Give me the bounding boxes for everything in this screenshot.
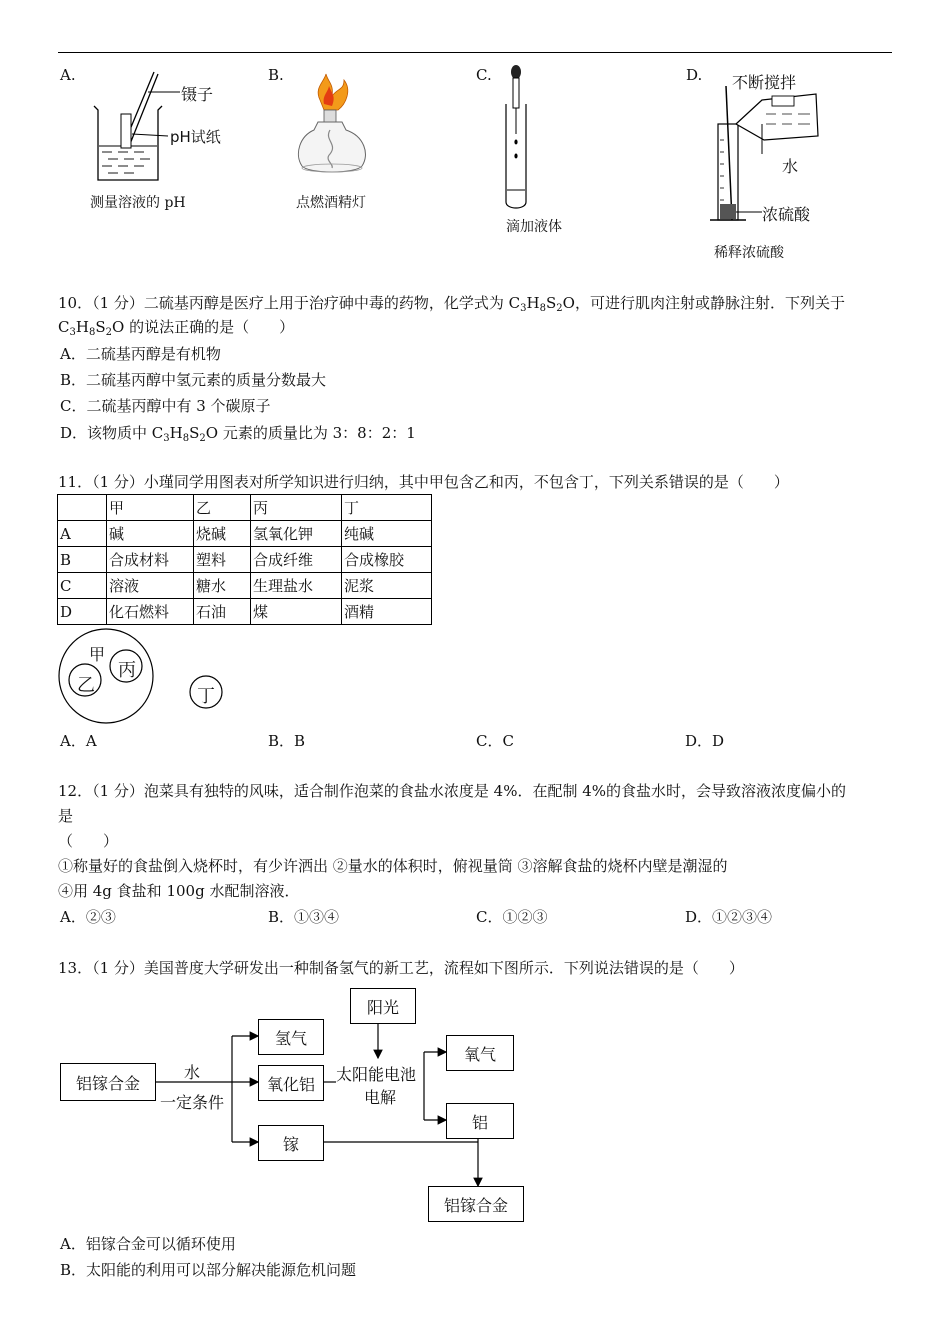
q11-choice-b: B．B — [268, 732, 306, 750]
flow-sunlight: 阳光 — [350, 988, 416, 1024]
table-cell: 塑料 — [194, 547, 251, 573]
table-cell: 生理盐水 — [251, 573, 342, 599]
q9-d-caption: 稀释浓硫酸 — [714, 245, 784, 261]
table-cell: 丁 — [342, 495, 432, 521]
q10-option-c: C．二硫基丙醇中有 3 个碳原子 — [60, 397, 271, 415]
acid-label: 浓硫酸 — [762, 205, 811, 224]
q13-option-a: A．铝镓合金可以循环使用 — [60, 1235, 236, 1253]
table-cell: C — [58, 573, 107, 599]
flow-condition-water: 水 — [184, 1063, 201, 1082]
venn-b-label: 丙 — [118, 660, 136, 681]
venn-outside-label: 丁 — [197, 686, 215, 707]
table-cell: 纯碱 — [342, 521, 432, 547]
q9-option-d-letter: D. — [686, 66, 703, 84]
q10-option-b: B．二硫基丙醇中氢元素的质量分数最大 — [60, 371, 327, 389]
table-cell: 合成纤维 — [251, 547, 342, 573]
table-cell: 丙 — [251, 495, 342, 521]
q10-option-d: D．该物质中 $C_3H_8S_2O$ 元素的质量比为 3：8：2：1 — [60, 424, 416, 444]
flow-condition-text: 一定条件 — [160, 1093, 225, 1112]
ph-paper-label: pH试纸 — [170, 128, 221, 146]
flow-hydrogen: 氢气 — [258, 1019, 324, 1055]
q12-choice-b: B．①③④ — [268, 908, 340, 926]
q12-items-line2: ④用 4g 食盐和 100g 水配制溶液． — [58, 882, 300, 900]
water-label: 水 — [782, 157, 799, 176]
q12-stem-line2: 是 — [58, 807, 74, 825]
q13-stem: 13．（1 分）美国普度大学研发出一种制备氢气的新工艺，流程如下图所示．下列说法错误的是（ ） — [58, 959, 744, 977]
q9-b-caption: 点燃酒精灯 — [296, 195, 366, 211]
table-cell: 泥浆 — [342, 573, 432, 599]
table-cell: 酒精 — [342, 599, 432, 625]
q12-stem-line1: 12．（1 分）泡菜具有独特的风味，适合制作泡菜的食盐水浓度是 4%．在配制 4%的食盐水时，会导致溶液浓度偏小的 — [58, 782, 847, 800]
table-cell: 乙 — [194, 495, 251, 521]
table-cell: 合成橡胶 — [342, 547, 432, 573]
table-cell: 氢氧化钾 — [251, 521, 342, 547]
flow-oxygen: 氧气 — [446, 1035, 514, 1071]
flow-alumina: 氧化铝 — [258, 1065, 324, 1101]
venn-outer-label: 甲 — [89, 645, 106, 664]
table-cell: 合成材料 — [107, 547, 194, 573]
tweezers-label: 镊子 — [181, 85, 214, 104]
q12-choice-c: C．①②③ — [476, 908, 548, 926]
q12-choice-a: A．②③ — [60, 908, 116, 926]
q12-stem-line3: （ ） — [58, 832, 119, 850]
table-cell: 糖水 — [194, 573, 251, 599]
q9-option-a-letter: A. — [60, 66, 76, 84]
q12-items-line1: ①称量好的食盐倒入烧杯时，有少许洒出 ②量水的体积时，俯视量筒 ③溶解食盐的烧杯内壁是潮湿的 — [58, 857, 728, 875]
q11-choice-a: A．A — [60, 732, 97, 750]
table-cell: 烧碱 — [194, 521, 251, 547]
q9-c-caption: 滴加液体 — [506, 219, 562, 235]
flow-solar-cell: 太阳能电池 — [336, 1065, 417, 1084]
q10-stem-line1: 10．（1 分）二硫基丙醇是医疗上用于治疗砷中毒的药物，化学式为 $C_3H_8S_2O$，可进行肌肉注射或静脉注射．下列关于 — [58, 294, 845, 314]
q10-stem-line2: $C_3H_8S_2O$ 的说法正确的是（ ） — [58, 318, 295, 338]
flow-gallium: 镓 — [258, 1125, 324, 1161]
q12-choice-d: D．①②③④ — [685, 908, 773, 926]
q10-option-a: A．二硫基丙醇是有机物 — [60, 345, 221, 363]
q11-choice-c: C．C — [476, 732, 514, 750]
q9-option-c-letter: C. — [476, 66, 492, 84]
flow-end-alloy: 铝镓合金 — [428, 1186, 524, 1222]
q11-stem: 11．（1 分）小瑾同学用图表对所学知识进行归纳，其中甲包含乙和丙，不包含丁，下列关系错误的是（ ） — [58, 473, 789, 491]
q9-a-caption: 测量溶液的 pH — [90, 195, 186, 211]
q13-option-b: B．太阳能的利用可以部分解决能源危机问题 — [60, 1261, 357, 1279]
table-cell: D — [58, 599, 107, 625]
flow-start-alloy: 铝镓合金 — [60, 1063, 156, 1101]
table-cell: A — [58, 521, 107, 547]
flow-electrolysis: 电解 — [364, 1088, 397, 1107]
table-cell: B — [58, 547, 107, 573]
stir-label: 不断搅拌 — [732, 73, 797, 92]
q9-option-b-letter: B. — [268, 66, 284, 84]
table-cell: 化石燃料 — [107, 599, 194, 625]
q11-choice-d: D．D — [685, 732, 725, 750]
table-cell: 煤 — [251, 599, 342, 625]
table-cell: 碱 — [107, 521, 194, 547]
table-cell: 溶液 — [107, 573, 194, 599]
table-cell: 石油 — [194, 599, 251, 625]
table-cell: 甲 — [107, 495, 194, 521]
flow-aluminum: 铝 — [446, 1103, 514, 1139]
venn-a-label: 乙 — [77, 675, 95, 696]
